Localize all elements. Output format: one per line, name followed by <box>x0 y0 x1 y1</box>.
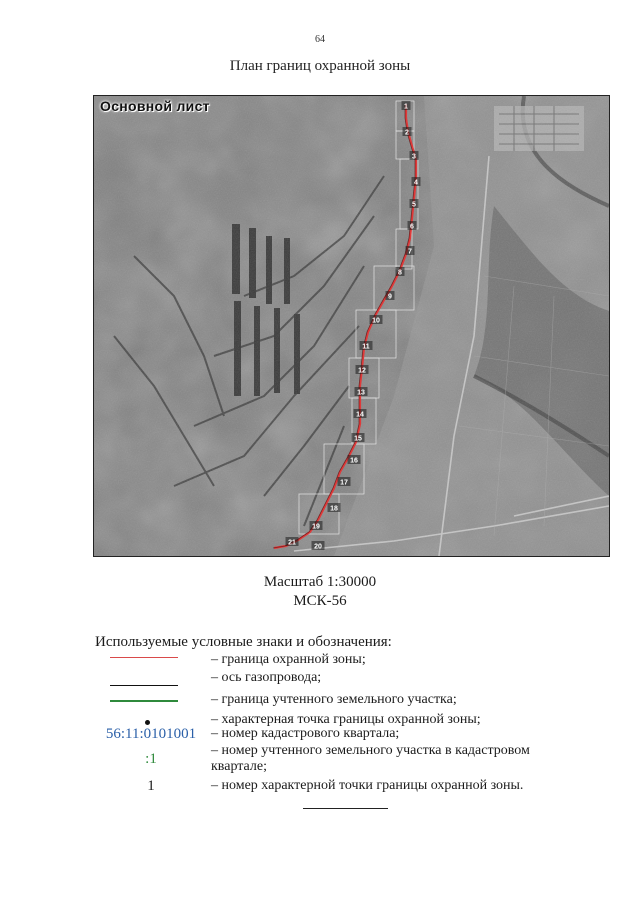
black-line-swatch <box>110 685 178 686</box>
point-label: 18 <box>330 505 338 513</box>
point-label: 5 <box>412 201 416 209</box>
point-label: 16 <box>350 457 358 465</box>
legend-text: – номер характерной точки границы охранной зоны. <box>211 778 524 793</box>
map-scale: Масштаб 1:30000 <box>263 574 377 590</box>
legend-item-pipeline-axis <box>95 670 595 690</box>
page-number: 64 <box>315 34 325 45</box>
point-label: 13 <box>357 389 365 397</box>
legend-item-land-plot-number <box>95 743 595 777</box>
point-label: 7 <box>408 248 412 256</box>
legend-text: – граница охранной зоны; <box>211 652 366 667</box>
legend-symbol-point-number: 1 <box>147 778 155 794</box>
point-label: 15 <box>354 435 362 443</box>
point-label: 11 <box>362 343 370 351</box>
point-label: 9 <box>388 293 392 301</box>
point-label: 20 <box>314 543 322 551</box>
legend-symbol-plot-number: :1 <box>145 751 157 767</box>
legend-text: – номер кадастрового квартала; <box>211 726 400 741</box>
legend-symbol-black-line <box>95 670 207 690</box>
aerial-map <box>93 95 610 557</box>
legend-symbol-red-line <box>95 652 207 672</box>
legend-item-zone-boundary <box>95 652 595 672</box>
coordinate-system: МСК-56 <box>293 593 347 609</box>
point-label: 14 <box>356 411 364 419</box>
legend-heading: Используемые условные знаки и обозначения: <box>95 634 392 650</box>
green-line-swatch <box>110 700 178 702</box>
legend-text: – ось газопровода; <box>211 670 322 685</box>
legend-symbol-green-line <box>95 692 207 712</box>
point-label: 8 <box>398 269 402 277</box>
legend-item-land-plot-boundary <box>95 692 595 712</box>
point-label: 21 <box>288 539 296 547</box>
legend-text: – номер учтенного земельного участка в кадастровом квартале; <box>211 743 530 774</box>
map-canvas <box>94 96 609 556</box>
point-label: 4 <box>414 179 418 187</box>
point-label: 2 <box>405 129 409 137</box>
point-label: 1 <box>404 103 408 111</box>
point-label: 17 <box>340 479 348 487</box>
page-title: План границ охранной зоны <box>229 58 411 74</box>
legend-text: – граница учтенного земельного участка; <box>211 692 457 707</box>
end-divider <box>303 808 388 809</box>
legend-symbol-cadastral-number: 56:11:0101001 <box>105 726 197 742</box>
terrain-grain <box>94 96 609 556</box>
point-label: 10 <box>372 317 380 325</box>
point-label: 19 <box>312 523 320 531</box>
point-label: 3 <box>412 153 416 161</box>
point-label: 12 <box>358 367 366 375</box>
map-sheet-label: Основной лист <box>100 98 210 114</box>
dot-swatch <box>145 720 150 725</box>
legend-text: – характерная точка границы охранной зоны; <box>211 712 481 727</box>
point-label: 6 <box>410 223 414 231</box>
red-line-swatch <box>110 657 178 658</box>
legend-item-point-number <box>95 778 595 798</box>
